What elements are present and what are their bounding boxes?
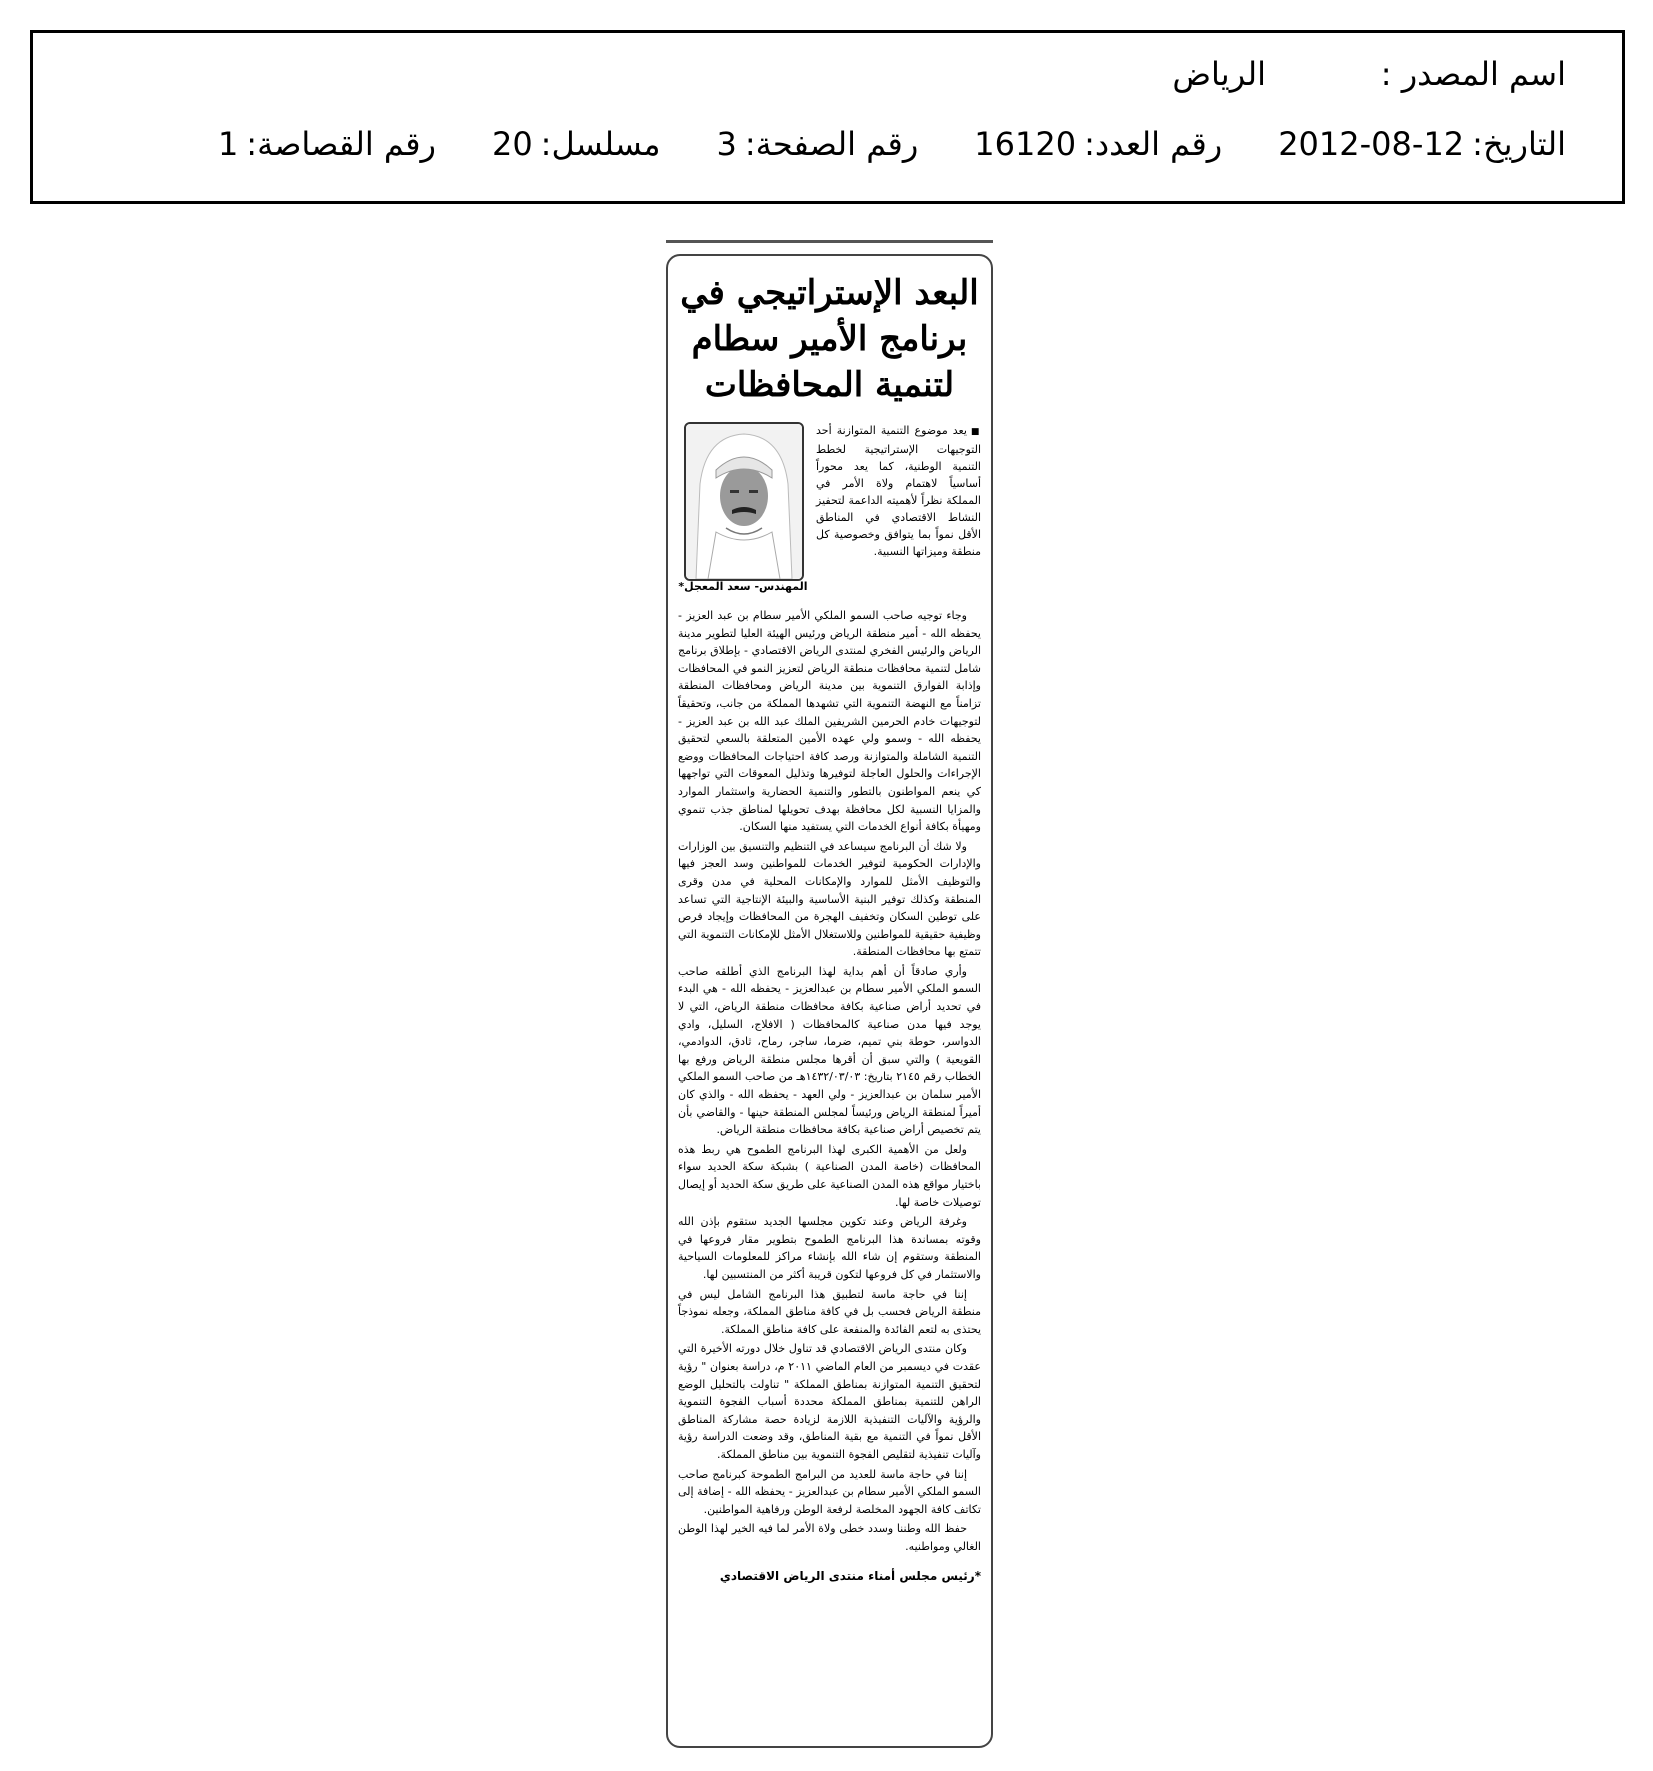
article-body: [678, 607, 981, 1555]
details-row: [218, 125, 1566, 163]
source-row: [1172, 55, 1566, 93]
clip-number-label: رقم القصاصة:: [246, 125, 436, 163]
lead-section: [678, 422, 981, 607]
serial-label: مسلسل:: [540, 125, 661, 163]
article-headline: البعد الإستراتيجي في برنامج الأمير سطام لتنمية المحافظات: [680, 273, 979, 405]
article-paragraph: إننا في حاجة ماسة للعديد من البرامج الطموحة كبرنامج صاحب السمو الملكي الأمير سطام بن عبدالعزيز - يحفظه الله - إضافة إلى تكاتف كافة الجهود المخلصة لرفعة الوطن ورفاهية المواطنين.: [678, 1467, 981, 1516]
clipping-top-rule: [666, 240, 993, 243]
serial-field: [492, 125, 661, 163]
serial-value: 20: [491, 125, 533, 163]
clip-number-value: 1: [217, 125, 239, 163]
author-caption: المهندس- سعد المعجل*: [678, 580, 808, 593]
issue-value: 16120: [974, 125, 1077, 163]
article-paragraph: وكان منتدى الرياض الاقتصادي قد تناول خلال دورته الأخيرة التي عقدت في ديسمبر من العام الماضي ٢٠١١ م، دراسة بعنوان " رؤية لتحقيق التنمية المتوازنة بمناطق المملكة " تناولت بالتحليل الوضع الراهن للتنمية بمناطق المملكة محددة أسباب الفجوة التنموية والرؤية والآليات التنفيذية اللازمة لزيادة حصة مشاركة المناطق الأقل نمواً في التنمية مع بقية المناطق، وقد وضعت الدراسة رؤية وآليات تنفيذية لتقليص الفجوة التنموية بين مناطق المملكة.: [678, 1342, 981, 1461]
clip-number-field: [218, 125, 436, 163]
article-frame: [666, 254, 993, 1748]
author-photo: [684, 422, 804, 581]
page-field: [717, 125, 919, 163]
article-paragraph: إننا في حاجة ماسة لتطبيق هذا البرنامج الشامل ليس في منطقة الرياض فحسب بل في كافة مناطق المملكة، وجعله نموذجاً يحتذى به لتعم الفائدة والمنفعة على كافة مناطق المملكة.: [678, 1287, 981, 1336]
author-byline: *رئيس مجلس أمناء منتدى الرياض الاقتصادي: [719, 1569, 981, 1584]
issue-field: [974, 125, 1222, 163]
date-label: التاريخ:: [1472, 125, 1566, 163]
date-field: [1278, 125, 1566, 163]
page-value: 3: [716, 125, 737, 163]
page-label: رقم الصفحة:: [744, 125, 919, 163]
article-paragraph: حفظ الله وطننا وسدد خطى ولاة الأمر لما فيه الخير لهذا الوطن الغالي ومواطنيه.: [678, 1522, 981, 1553]
square-bullet-icon: ■: [970, 427, 981, 437]
issue-label: رقم العدد:: [1084, 125, 1223, 163]
article-paragraph: ولا شك أن البرنامج سيساعد في التنظيم والتنسيق بين الوزارات والإدارات الحكومية لتوفير الخدمات للمواطنين وسد العجز فيها والتوظيف الأمثل للموارد والإمكانات المحلية في مدن وقرى المنطقة وكذلك توفير البنية الأساسية والبيئة الإنتاجية التي تساعد على توطين السكان وتخفيف الهجرة من المحافظات وإيجاد فرص وظيفية حقيقية للمواطنين وللاستغلال الأمثل للإمكانات التنموية التي تتمتع بها محافظات المنطقة.: [678, 839, 981, 959]
author-portrait-icon: [686, 424, 802, 579]
source-value: الرياض: [1172, 55, 1266, 93]
article-paragraph: وغرفة الرياض وعند تكوين مجلسها الجديد ستقوم بإذن الله وقوته بمساندة هذا البرنامج الطموح بتطوير مقار فروعها في المنطقة وستقوم إن شاء الله بإنشاء مراكز للمعلومات السياحية والاستثمار في كل فروعها لتكون قريبة أكثر من المنتسبين لها.: [678, 1215, 981, 1281]
date-value: 2012-08-12: [1278, 125, 1465, 163]
article-paragraph: وأري صادقاً أن أهم بداية لهذا البرنامج الذي أطلقه صاحب السمو الملكي الأمير سطام بن عبدالعزيز - يحفظه الله - هي البدء في تحديد أراض صناعية بكافة محافظات منطقة الرياض، التي لا يوجد فيها مدن صناعية كالمحافظات ( الافلاج، السليل، وادي الدواسر، حوطة بني تميم، ضرما، ساجر، رماح، ثادق، الدوادمي، القويعية ) والتي سبق أن أقرها مجلس منطقة الرياض ورفع بها الخطاب رقم ٢١٤٥ بتاريخ: ١٤٣٢/٠٣/٠٣هـ من صاحب السمو الملكي الأمير سلمان بن عبدالعزيز - ولي العهد - يحفظه الله - والذي كان أميراً لمنطقة الرياض ورئيساً لمجلس المنطقة حينها - والقاضي بأن يتم تخصيص أراض صناعية بكافة محافظات منطقة الرياض.: [678, 964, 982, 1137]
source-label: اسم المصدر :: [1380, 55, 1566, 93]
article-lead-text: يعد موضوع التنمية المتوازنة أحد التوجيهات الإستراتيجية لخطط التنمية الوطنية، كما يعد محوراً أساسياً لاهتمام ولاة الأمر في المملكة نظراً لأهميته الداعمة لتحفيز النشاط الاقتصادي في المناطق الأقل نمواً بما يتوافق وخصوصية كل منطقة وميزاتها النسبية.: [816, 424, 981, 558]
clipping-metadata-box: [30, 30, 1625, 204]
article-lead: [816, 422, 981, 560]
article-paragraph: وجاء توجيه صاحب السمو الملكي الأمير سطام بن عبد العزيز - يحفظه الله - أمير منطقة الرياض ورئيس الهيئة العليا لتطوير مدينة الرياض والرئيس الفخري لمنتدى الرياض الاقتصادي - بإطلاق برنامج شامل لتنمية محافظات منطقة الرياض لتعزيز النمو في المحافظات وإذابة الفوارق التنموية بين مدينة الرياض ومحافظات المنطقة تزامناً مع النهضة التنموية التي تشهدها المملكة من جانب، وتحقيقاً لتوجيهات خادم الحرمين الشريفين الملك عبد الله بن عبد العزيز - يحفظه الله - وسمو ولي عهده الأمين المتعلقة بالسعي لتحقيق التنمية الشاملة والمتوازنة ورصد كافة احتياجات المحافظات ووضع الإجراءات والحلول العاجلة لتوفيرها وتذليل المعوقات التي تواجهها كي ينعم المواطنون بالتطور والتنمية الحضارية واستثمار الموارد والمزايا النسبية لكل محافظة بهدف تحويلها لمناطق جذب تنموي ومهيأة بكافة أنواع الخدمات التي يستفيد منها السكان.: [678, 609, 981, 834]
newspaper-clipping: [666, 238, 993, 1748]
article-paragraph: ولعل من الأهمية الكبرى لهذا البرنامج الطموح هي ربط هذه المحافظات (خاصة المدن الصناعية ) بشبكة سكة الحديد سواء باختيار مواقع هذه المدن الصناعية على طريق سكة الحديد أو إيصال توصيلات خاصة لها.: [678, 1142, 981, 1209]
